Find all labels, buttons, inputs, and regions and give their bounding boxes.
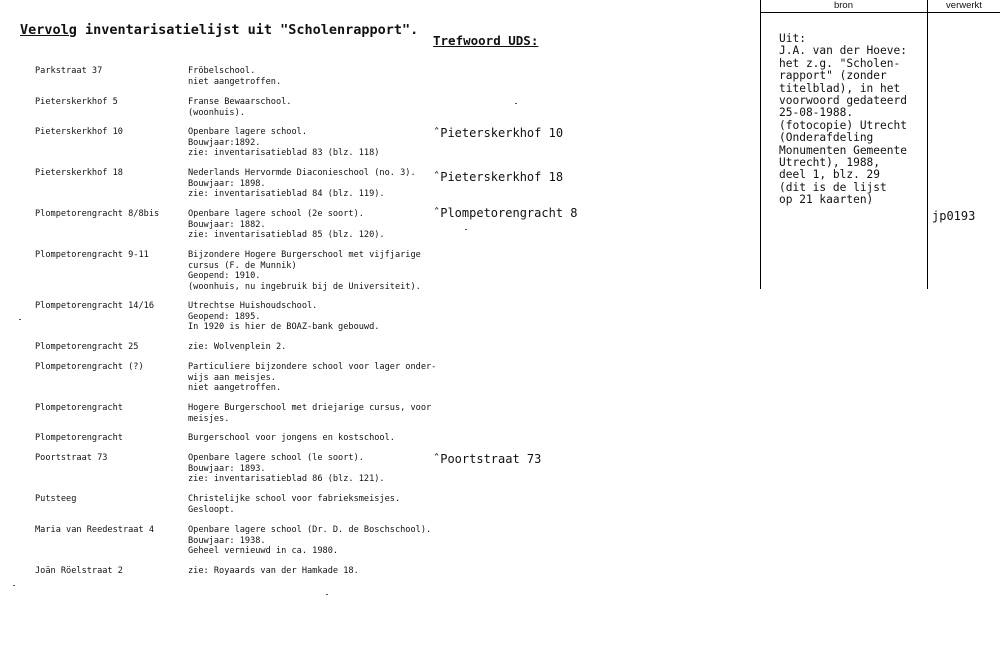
entry-description: Nederlands Hervormde Diaconieschool (no. 3). Bouwjaar: 1898. zie: inventarisatieblad 84 (blz. 119). — [188, 168, 416, 199]
entry-address: Plompetorengracht — [35, 403, 123, 413]
page-title — [20, 22, 418, 38]
entry-address: Maria van Reedestraat 4 — [35, 525, 154, 535]
scan-speck — [326, 594, 328, 595]
entry-description: Burgerschool voor jongens en kostschool. — [188, 433, 395, 443]
keyword-entry: ˆPoortstraat 73 — [433, 452, 542, 466]
title-rest: inventarisatielijst uit "Scholenrapport". — [76, 22, 419, 38]
entry-description: Openbare lagere school (Dr. D. de Boschschool). Bouwjaar: 1938. Geheel vernieuwd in ca. 1980. — [188, 525, 432, 556]
entry-description: Christelijke school voor fabrieksmeisjes. Gesloopt. — [188, 494, 401, 515]
entry-description: Bijzondere Hogere Burgerschool met vijfjarige cursus (F. de Munnik) Geopend: 1910. (woonhuis, nu ingebruik bij de Universiteit). — [188, 250, 421, 292]
entry-description: zie: Royaards van der Hamkade 18. — [188, 566, 359, 576]
table-divider-left — [760, 0, 761, 289]
bron-text: Uit: J.A. van der Hoeve: het z.g. "Scholen- rapport" (zonder titelblad), in het voorwoord gedateerd 25-08-1988. (fotocopie) Utrecht (Onderafdeling Monumenten Gemeente Utrecht), 1988, deel 1, blz. 29 (dit is de lijst op 21 kaarten) — [779, 32, 907, 207]
entry-address: Pieterskerkhof 18 — [35, 168, 123, 178]
keyword-entry: ˆPieterskerkhof 18 — [433, 170, 564, 184]
scan-speck — [19, 319, 21, 320]
entry-description: Hogere Burgerschool met driejarige cursus, voor meisjes. — [188, 403, 432, 424]
entry-address: Pieterskerkhof 10 — [35, 127, 123, 137]
verwerkt-code: jp0193 — [932, 209, 976, 223]
entry-address: Putsteeg — [35, 494, 77, 504]
scan-speck — [13, 585, 15, 586]
trefwoord-label: Trefwoord UDS: — [433, 33, 539, 48]
entry-address: Joän Röelstraat 2 — [35, 566, 123, 576]
entry-description: Fröbelschool. niet aangetroffen. — [188, 66, 282, 87]
scan-speck — [465, 229, 467, 230]
entry-address: Parkstraat 37 — [35, 66, 103, 76]
entry-description: zie: Wolvenplein 2. — [188, 342, 287, 352]
entry-address: Plompetorengracht 25 — [35, 342, 139, 352]
col-header-verwerkt: verwerkt — [928, 0, 1000, 13]
entry-description: Openbare lagere school (2e soort). Bouwjaar: 1882. zie: inventarisatieblad 85 (blz. 120). — [188, 209, 385, 240]
entry-description: Utrechtse Huishoudschool. Geopend: 1895. In 1920 is hier de BOAZ-bank gebouwd. — [188, 301, 380, 332]
entry-description: Openbare lagere school (le soort). Bouwjaar: 1893. zie: inventarisatieblad 86 (blz. 121). — [188, 453, 385, 484]
col-header-bron: bron — [760, 0, 927, 13]
entry-address: Poortstraat 73 — [35, 453, 108, 463]
entry-description: Franse Bewaarschool. (woonhuis). — [188, 97, 292, 118]
title-underlined-word: Vervolg — [20, 22, 77, 38]
entry-description: Particuliere bijzondere school voor lager onder- wijs aan meisjes. niet aangetroffen. — [188, 362, 437, 393]
entry-address: Plompetorengracht 14/16 — [35, 301, 154, 311]
scan-speck — [515, 103, 517, 104]
entry-address: Plompetorengracht 8/8bis — [35, 209, 160, 219]
entry-address: Pieterskerkhof 5 — [35, 97, 118, 107]
entry-description: Openbare lagere school. Bouwjaar:1892. zie: inventarisatieblad 83 (blz. 118) — [188, 127, 380, 158]
entry-address: Plompetorengracht — [35, 433, 123, 443]
keyword-entry: ˆPieterskerkhof 10 — [433, 126, 564, 140]
table-divider-mid — [927, 0, 928, 289]
entry-address: Plompetorengracht (?) — [35, 362, 144, 372]
keyword-entry: ˆPlompetorengracht 8 — [433, 206, 578, 220]
entry-address: Plompetorengracht 9-11 — [35, 250, 149, 260]
